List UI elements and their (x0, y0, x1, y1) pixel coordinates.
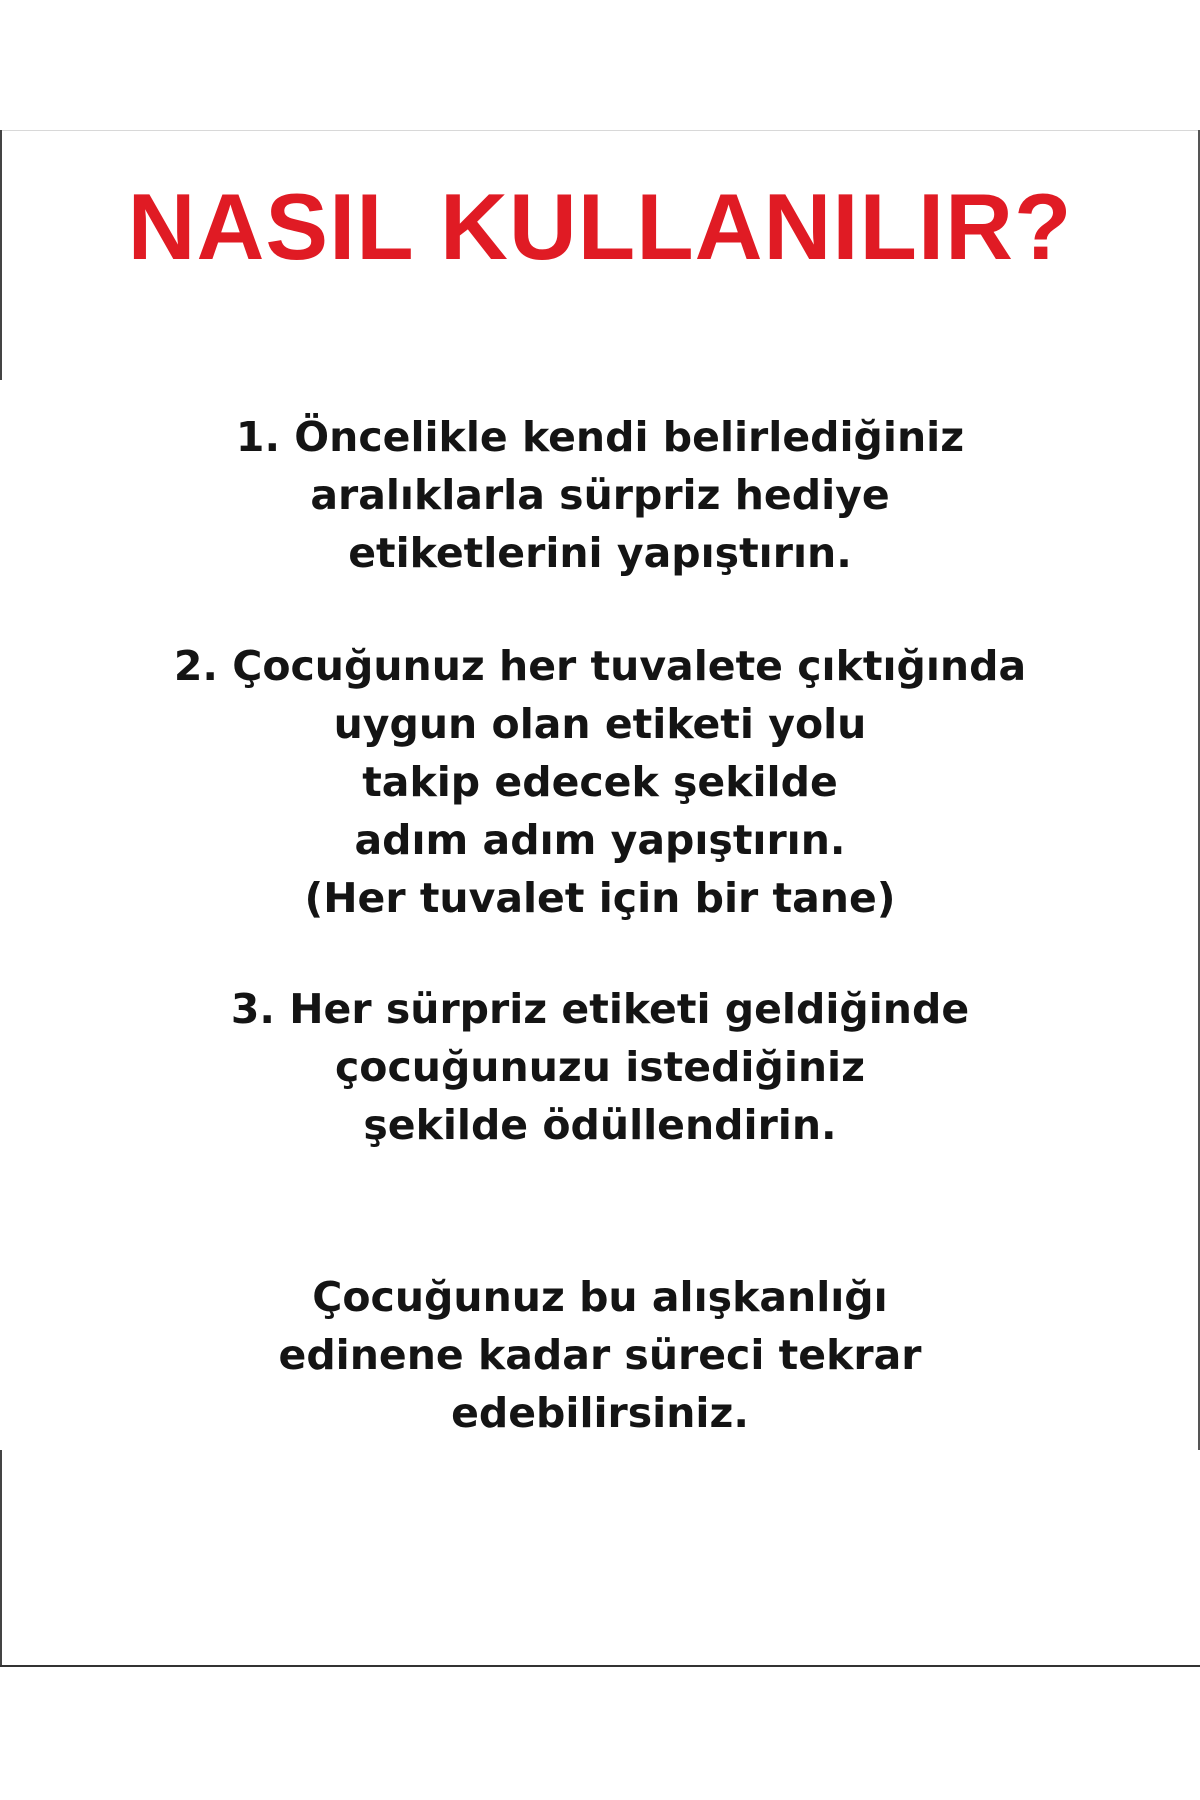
frame-left-line-lower (0, 1450, 2, 1665)
closing-line-1: Çocuğunuz bu alışkanlığı (312, 1273, 888, 1321)
step-1-line-3: etiketlerini yapıştırın. (348, 529, 852, 577)
step-3-line-3: şekilde ödüllendirin. (363, 1101, 837, 1149)
step-2-line-5: (Her tuvalet için bir tane) (304, 874, 896, 922)
page-title: NASIL KULLANILIR? (127, 174, 1073, 279)
step-3-line-2: çocuğunuzu istediğiniz (335, 1043, 865, 1091)
step-3 (0, 980, 1200, 1154)
step-2-line-1: 2. Çocuğunuz her tuvalete çıktığında (173, 642, 1027, 690)
step-2 (0, 637, 1200, 927)
step-2-line-3: takip edecek şekilde (362, 758, 838, 806)
step-1-line-1: 1. Öncelikle kendi belirlediğiniz (235, 413, 965, 461)
closing-note (0, 1268, 1200, 1442)
closing-line-3: edebilirsiniz. (451, 1389, 749, 1437)
closing-line-2: edinene kadar süreci tekrar (278, 1331, 922, 1379)
step-1 (0, 408, 1200, 582)
frame-bottom-line (0, 1665, 1200, 1667)
step-3-line-1: 3. Her sürpriz etiketi geldiğinde (230, 985, 970, 1033)
step-2-line-2: uygun olan etiketi yolu (333, 700, 867, 748)
step-1-line-2: aralıklarla sürpriz hediye (310, 471, 890, 519)
step-2-line-4: adım adım yapıştırın. (354, 816, 846, 864)
frame-top-line (0, 130, 1200, 131)
